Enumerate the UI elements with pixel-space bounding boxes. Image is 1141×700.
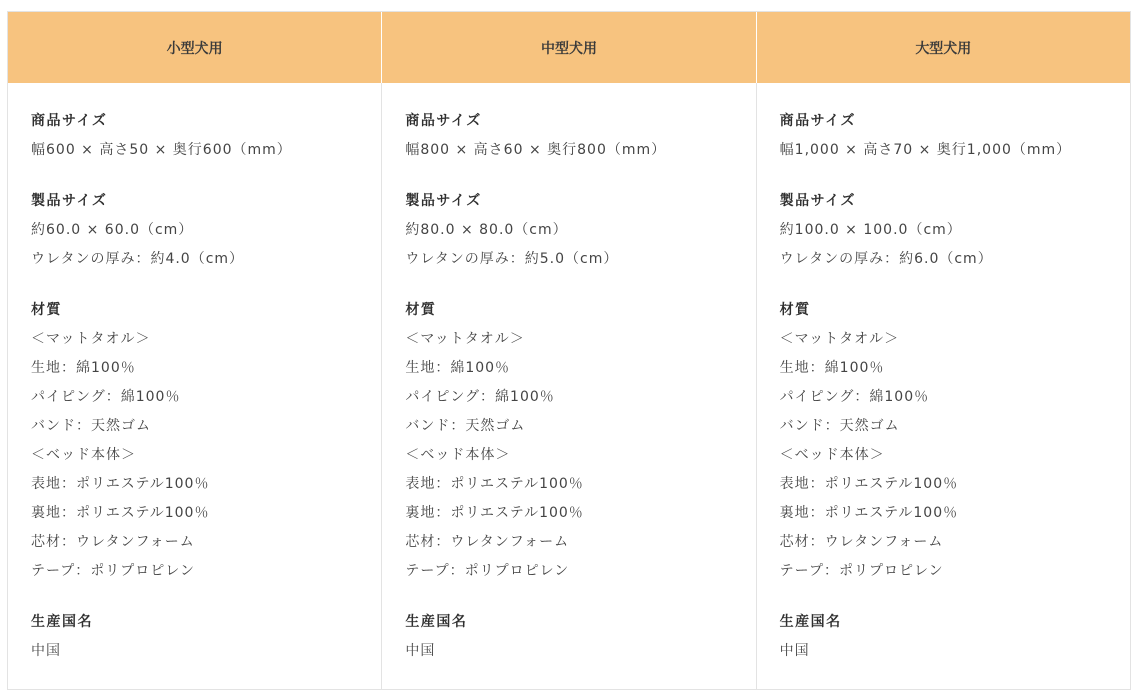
item-size-label: 製品サイズ [31,193,108,209]
material-line: テープ：ポリプロピレン [779,563,944,579]
material-line: ＜ベッド本体＞ [779,447,885,463]
material-line: 生地：綿100％ [31,360,136,376]
product-size-label: 商品サイズ [779,113,857,129]
material-label: 材質 [405,302,437,318]
material-line: 裏地：ポリエステル100％ [31,505,210,521]
material-line: テープ：ポリプロピレン [31,563,195,579]
material-line: 生地：綿100％ [405,360,511,376]
product-size-value: 幅800 × 高さ60 × 奥行800（mm） [405,142,667,158]
origin-label: 生産国名 [31,614,93,630]
spec-cell-large [757,83,1130,689]
material-line: ＜ベッド本体＞ [405,447,511,463]
origin-label: 生産国名 [779,614,842,630]
item-size-value: 約100.0 × 100.0（cm） [779,222,962,238]
table-header-row [8,12,1130,83]
origin-label: 生産国名 [405,614,468,630]
material-line: パイピング：綿100％ [779,389,930,405]
column-header-small: 小型犬用 [8,12,382,83]
item-size-label: 製品サイズ [779,193,857,209]
material-line: パイピング：綿100％ [31,389,181,405]
table-body-row [8,83,1130,689]
material-label: 材質 [31,302,62,318]
material-line: ＜マットタオル＞ [31,331,151,347]
material-line: 表地：ポリエステル100％ [779,476,959,492]
material-line: バンド：天然ゴム [405,418,526,434]
spec-cell-small [8,83,382,689]
product-size-label: 商品サイズ [405,113,482,129]
material-line: 表地：ポリエステル100％ [31,476,210,492]
product-size-value: 幅600 × 高さ50 × 奥行600（mm） [31,142,292,158]
item-size-value: 約80.0 × 80.0（cm） [405,222,568,238]
material-line: 裏地：ポリエステル100％ [779,505,959,521]
material-line: パイピング：綿100％ [405,389,555,405]
material-line: 芯材：ウレタンフォーム [405,534,570,550]
material-line: ＜マットタオル＞ [779,331,900,347]
material-line: 表地：ポリエステル100％ [405,476,584,492]
item-size-value: 約60.0 × 60.0（cm） [31,222,194,238]
spec-table [7,11,1131,690]
material-line: 生地：綿100％ [779,360,885,376]
origin-value: 中国 [779,643,810,659]
spec-cell-medium [382,83,756,689]
product-size-value: 幅1,000 × 高さ70 × 奥行1,000（mm） [779,142,1072,158]
urethane-thickness: ウレタンの厚み：約6.0（cm） [779,251,993,267]
urethane-thickness: ウレタンの厚み：約5.0（cm） [405,251,619,267]
material-line: 芯材：ウレタンフォーム [779,534,944,550]
material-line: バンド：天然ゴム [779,418,900,434]
material-line: ＜ベッド本体＞ [31,447,136,463]
material-line: ＜マットタオル＞ [405,331,525,347]
item-size-label: 製品サイズ [405,193,482,209]
material-label: 材質 [779,302,811,318]
material-line: 芯材：ウレタンフォーム [31,534,195,550]
origin-value: 中国 [405,643,436,659]
urethane-thickness: ウレタンの厚み：約4.0（cm） [31,251,245,267]
column-header-medium: 中型犬用 [382,12,756,83]
material-line: 裏地：ポリエステル100％ [405,505,584,521]
material-line: テープ：ポリプロピレン [405,563,570,579]
product-size-label: 商品サイズ [31,113,108,129]
column-header-large: 大型犬用 [915,40,972,57]
material-line: バンド：天然ゴム [31,418,151,434]
origin-value: 中国 [31,643,61,659]
